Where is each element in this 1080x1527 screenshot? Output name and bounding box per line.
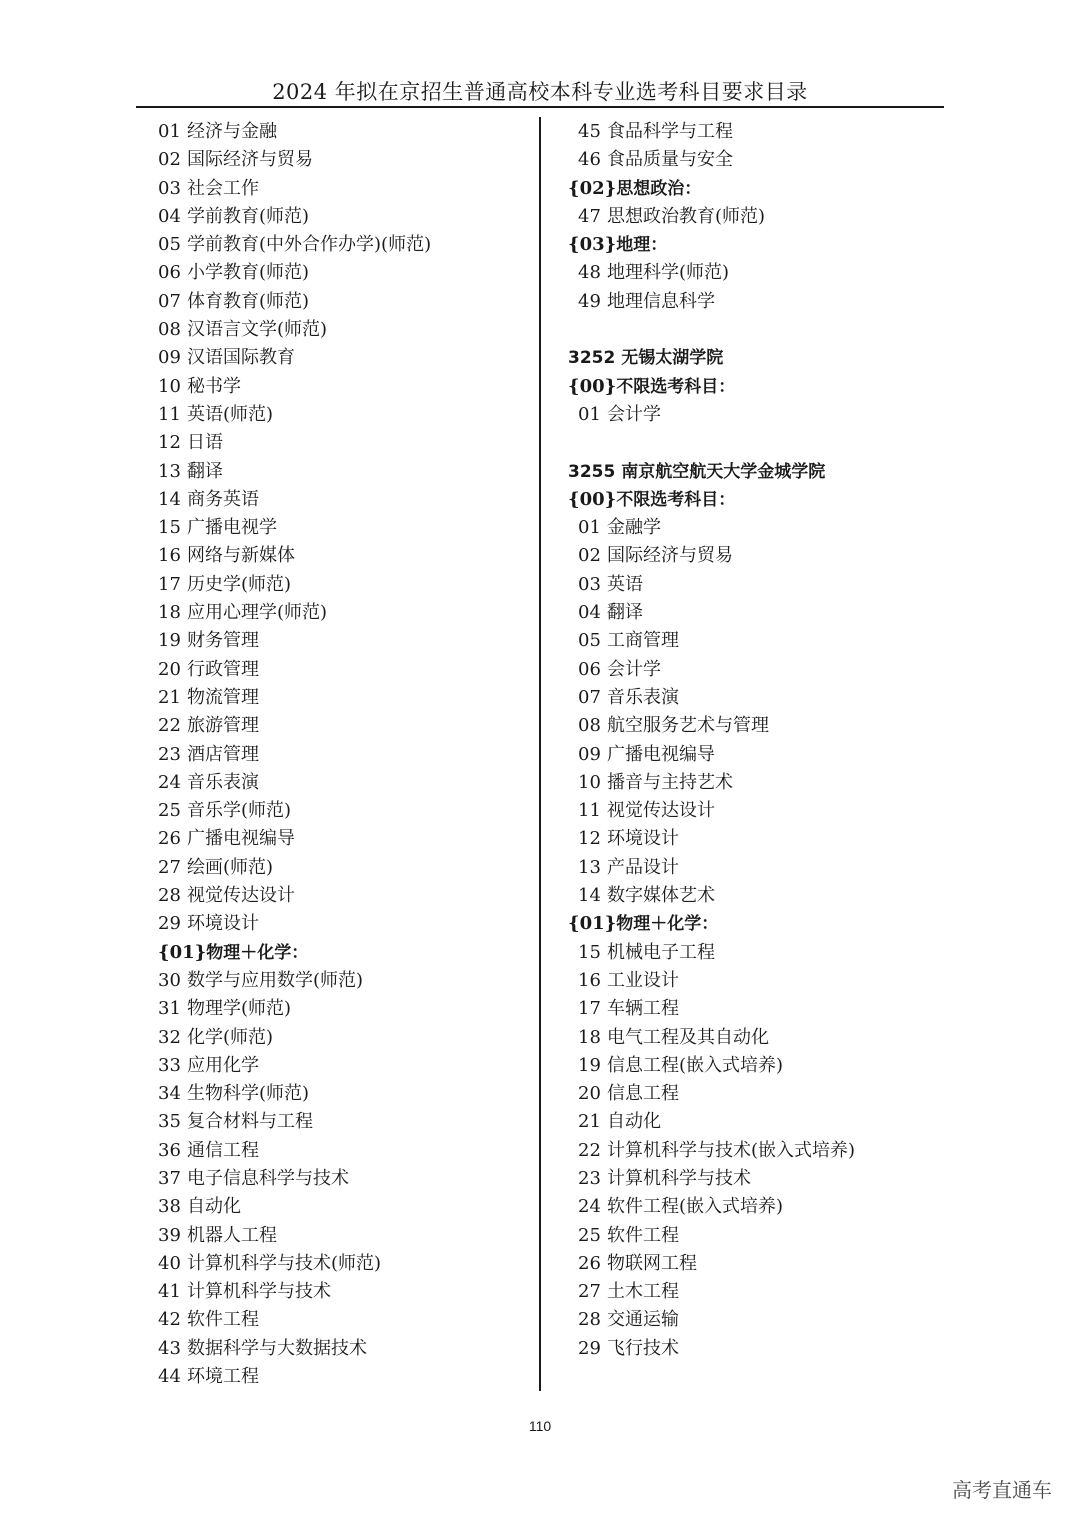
major-code: 27 — [578, 1281, 601, 1303]
major-list-item — [158, 571, 528, 599]
major-list-item — [158, 1306, 528, 1334]
major-list-item — [568, 401, 938, 429]
watermark: 高考直通车 — [952, 1478, 1052, 1502]
major-list-item — [568, 118, 938, 146]
major-name: 思想政治教育(师范) — [607, 205, 766, 227]
major-code: 03 — [578, 573, 601, 595]
major-code: 18 — [578, 1026, 601, 1048]
major-code: 02 — [578, 545, 601, 567]
major-name: 地理信息科学 — [607, 290, 715, 312]
school-name: 南京航空航天大学金城学院 — [621, 461, 826, 482]
major-name: 地理科学(师范) — [607, 262, 730, 284]
major-code: 21 — [158, 686, 181, 708]
major-list-item — [158, 741, 528, 769]
major-name: 数字媒体艺术 — [607, 885, 715, 907]
major-code: 28 — [158, 885, 181, 907]
major-code: 26 — [578, 1252, 601, 1274]
group-label: 地理： — [616, 235, 668, 256]
major-list-item — [158, 1250, 528, 1278]
major-list-item — [568, 1024, 938, 1052]
major-list-item — [158, 429, 528, 457]
major-list-item — [158, 542, 528, 570]
major-list-item — [158, 373, 528, 401]
major-name: 酒店管理 — [187, 743, 259, 765]
major-name: 商务英语 — [187, 488, 259, 510]
page-number: 110 — [528, 1418, 552, 1434]
major-name: 计算机科学与技术 — [187, 1281, 331, 1303]
major-list-item — [568, 1335, 938, 1363]
major-name: 食品质量与安全 — [607, 149, 733, 171]
major-code: 25 — [578, 1224, 601, 1246]
major-list-item — [568, 1052, 938, 1080]
major-list-item — [568, 995, 938, 1023]
major-name: 经济与金融 — [187, 121, 277, 142]
major-code: 06 — [578, 658, 601, 680]
major-list-item — [568, 882, 938, 910]
major-list-item — [568, 1222, 938, 1250]
major-code: 07 — [578, 686, 601, 708]
major-list-item — [568, 203, 938, 231]
major-name: 会计学 — [607, 403, 661, 425]
major-code: 09 — [158, 347, 181, 369]
major-name: 环境设计 — [607, 828, 679, 850]
major-list-item — [158, 458, 528, 486]
major-list-item — [158, 1193, 528, 1221]
major-code: 03 — [158, 177, 181, 199]
major-name: 应用心理学(师范) — [187, 602, 328, 624]
major-code: 48 — [578, 262, 601, 284]
major-name: 日语 — [187, 432, 223, 454]
major-list-item — [158, 967, 528, 995]
major-code: 07 — [158, 290, 181, 312]
major-code: 13 — [158, 460, 181, 482]
major-list-item — [158, 684, 528, 712]
major-name: 信息工程 — [607, 1083, 679, 1105]
major-list-item — [568, 1193, 938, 1221]
major-name: 音乐表演 — [607, 686, 679, 708]
major-code: 10 — [158, 375, 181, 397]
major-code: 15 — [158, 517, 181, 539]
major-name: 信息工程(嵌入式培养) — [607, 1054, 784, 1076]
major-code: 47 — [578, 205, 601, 227]
major-list-item — [158, 1024, 528, 1052]
major-code: 23 — [158, 743, 181, 765]
major-code: 05 — [578, 630, 601, 652]
major-code: 12 — [578, 828, 601, 850]
major-list-item — [158, 1080, 528, 1108]
major-name: 电子信息科学与技术 — [187, 1167, 349, 1189]
major-code: 23 — [578, 1167, 601, 1189]
major-name: 自动化 — [187, 1196, 241, 1218]
major-code: 19 — [578, 1054, 601, 1076]
major-list-item — [568, 967, 938, 995]
major-code: 33 — [158, 1054, 181, 1076]
major-list-item — [158, 259, 528, 287]
major-code: 24 — [158, 771, 181, 793]
major-name: 计算机科学与技术 — [607, 1167, 751, 1189]
major-code: 04 — [578, 602, 601, 624]
major-name: 物流管理 — [187, 686, 259, 708]
major-list-item — [158, 316, 528, 344]
major-name: 计算机科学与技术(师范) — [187, 1252, 382, 1274]
major-name: 翻译 — [607, 602, 643, 624]
major-name: 英语(师范) — [187, 403, 274, 425]
major-list-item — [158, 344, 528, 372]
major-list-item — [568, 571, 938, 599]
major-name: 环境设计 — [187, 913, 259, 935]
major-list-item — [158, 769, 528, 797]
major-code: 37 — [158, 1167, 181, 1189]
major-list-item — [158, 882, 528, 910]
major-list-item — [158, 910, 528, 938]
major-code: 22 — [158, 715, 181, 737]
major-code: 13 — [578, 856, 601, 878]
major-list-item — [568, 854, 938, 882]
major-list-item — [568, 1080, 938, 1108]
major-list-item — [158, 825, 528, 853]
major-name: 软件工程(嵌入式培养) — [607, 1196, 784, 1218]
major-code: 09 — [578, 743, 601, 765]
major-list-item — [568, 259, 938, 287]
school-heading — [568, 458, 938, 486]
major-list-item — [568, 627, 938, 655]
major-name: 物理学(师范) — [187, 998, 292, 1020]
major-code: 38 — [158, 1196, 181, 1218]
major-code: 16 — [578, 969, 601, 991]
major-code: 11 — [158, 403, 181, 425]
group-label: 物理＋化学： — [616, 914, 719, 935]
major-code: 05 — [158, 234, 181, 256]
major-code: 42 — [158, 1309, 181, 1331]
group-code: {03} — [568, 234, 617, 256]
major-code: 01 — [578, 517, 601, 539]
spacer-row — [568, 316, 938, 344]
major-name: 音乐表演 — [187, 771, 259, 793]
school-heading — [568, 344, 938, 372]
major-code: 14 — [158, 488, 181, 510]
major-code: 35 — [158, 1111, 181, 1133]
major-list-item — [158, 1278, 528, 1306]
major-name: 学前教育(师范) — [187, 205, 310, 227]
major-name: 体育教育(师范) — [187, 290, 310, 312]
major-code: 45 — [578, 121, 601, 142]
major-name: 飞行技术 — [607, 1337, 679, 1359]
major-name: 计算机科学与技术(嵌入式培养) — [607, 1139, 856, 1161]
major-list-item — [568, 939, 938, 967]
school-name: 无锡太湖学院 — [621, 348, 724, 369]
major-code: 22 — [578, 1139, 601, 1161]
major-name: 航空服务艺术与管理 — [607, 715, 769, 737]
major-name: 历史学(师范) — [187, 573, 292, 595]
major-list-item — [158, 486, 528, 514]
major-name: 机器人工程 — [187, 1224, 277, 1246]
major-list-item — [158, 1222, 528, 1250]
major-code: 40 — [158, 1252, 181, 1274]
major-name: 电气工程及其自动化 — [607, 1026, 769, 1048]
major-name: 视觉传达设计 — [187, 885, 295, 907]
major-name: 会计学 — [607, 658, 661, 680]
major-code: 01 — [158, 121, 181, 142]
major-name: 化学(师范) — [187, 1026, 274, 1048]
major-name: 广播电视编导 — [187, 828, 295, 850]
major-code: 29 — [578, 1337, 601, 1359]
major-code: 10 — [578, 771, 601, 793]
major-name: 旅游管理 — [187, 715, 259, 737]
major-code: 18 — [158, 602, 181, 624]
major-list-item — [568, 599, 938, 627]
major-code: 24 — [578, 1196, 601, 1218]
right-column — [568, 118, 938, 1363]
major-name: 行政管理 — [187, 658, 259, 680]
major-list-item — [568, 146, 938, 174]
major-code: 34 — [158, 1083, 181, 1105]
major-list-item — [568, 825, 938, 853]
major-list-item — [158, 995, 528, 1023]
major-name: 交通运输 — [607, 1309, 679, 1331]
major-name: 翻译 — [187, 460, 223, 482]
major-code: 12 — [158, 432, 181, 454]
major-code: 36 — [158, 1139, 181, 1161]
major-code: 27 — [158, 856, 181, 878]
major-list-item — [158, 1137, 528, 1165]
major-code: 11 — [578, 800, 601, 822]
major-list-item — [568, 1250, 938, 1278]
major-name: 工商管理 — [607, 630, 679, 652]
major-name: 广播电视编导 — [607, 743, 715, 765]
subject-requirement-group — [568, 373, 938, 401]
major-code: 20 — [158, 658, 181, 680]
major-list-item — [158, 1108, 528, 1136]
major-list-item — [568, 1137, 938, 1165]
major-list-item — [568, 769, 938, 797]
spacer-row — [568, 429, 938, 457]
major-name: 财务管理 — [187, 630, 259, 652]
major-name: 播音与主持艺术 — [607, 771, 733, 793]
major-code: 41 — [158, 1281, 181, 1303]
major-code: 17 — [158, 573, 181, 595]
major-code: 19 — [158, 630, 181, 652]
major-code: 49 — [578, 290, 601, 312]
page-title: 2024 年拟在京招生普通高校本科专业选考科目要求目录 — [272, 80, 808, 104]
school-code: 3255 — [568, 461, 616, 482]
major-name: 音乐学(师范) — [187, 800, 292, 822]
column-divider — [539, 117, 541, 1391]
major-name: 生物科学(师范) — [187, 1083, 310, 1105]
major-name: 软件工程 — [187, 1309, 259, 1331]
major-list-item — [158, 854, 528, 882]
major-code: 39 — [158, 1224, 181, 1246]
major-list-item — [568, 656, 938, 684]
major-code: 26 — [158, 828, 181, 850]
major-name: 环境工程 — [187, 1366, 259, 1388]
school-code: 3252 — [568, 348, 616, 369]
major-name: 英语 — [607, 573, 643, 595]
subject-requirement-group — [568, 910, 938, 938]
major-name: 复合材料与工程 — [187, 1111, 313, 1133]
major-name: 通信工程 — [187, 1139, 259, 1161]
subject-requirement-group — [568, 175, 938, 203]
major-name: 广播电视学 — [187, 517, 277, 539]
major-list-item — [158, 401, 528, 429]
major-list-item — [158, 146, 528, 174]
major-list-item — [158, 712, 528, 740]
major-name: 机械电子工程 — [607, 941, 715, 963]
major-list-item — [158, 1335, 528, 1363]
major-code: 25 — [158, 800, 181, 822]
major-name: 国际经济与贸易 — [607, 545, 733, 567]
major-list-item — [158, 288, 528, 316]
major-list-item — [158, 627, 528, 655]
major-name: 汉语国际教育 — [187, 347, 295, 369]
major-name: 学前教育(中外合作办学)(师范) — [187, 234, 432, 256]
major-code: 08 — [158, 319, 181, 341]
title-rule — [136, 106, 944, 108]
major-name: 网络与新媒体 — [187, 545, 295, 567]
major-list-item — [568, 288, 938, 316]
major-list-item — [568, 1306, 938, 1334]
major-name: 产品设计 — [607, 856, 679, 878]
major-code: 06 — [158, 262, 181, 284]
major-list-item — [568, 1278, 938, 1306]
major-code: 46 — [578, 149, 601, 171]
major-list-item — [568, 712, 938, 740]
subject-requirement-group — [158, 939, 528, 967]
major-code: 08 — [578, 715, 601, 737]
major-list-item — [158, 1052, 528, 1080]
major-list-item — [568, 514, 938, 542]
group-label: 物理＋化学： — [206, 942, 309, 963]
major-name: 小学教育(师范) — [187, 262, 310, 284]
major-code: 16 — [158, 545, 181, 567]
major-name: 数学与应用数学(师范) — [187, 969, 364, 991]
group-label: 不限选考科目： — [616, 489, 736, 510]
major-list-item — [158, 1165, 528, 1193]
major-name: 物联网工程 — [607, 1252, 697, 1274]
group-code: {01} — [158, 941, 207, 963]
major-name: 汉语言文学(师范) — [187, 319, 328, 341]
major-list-item — [568, 684, 938, 712]
major-name: 自动化 — [607, 1111, 661, 1133]
major-list-item — [158, 231, 528, 259]
major-name: 土木工程 — [607, 1281, 679, 1303]
major-list-item — [158, 514, 528, 542]
major-list-item — [158, 599, 528, 627]
major-code: 04 — [158, 205, 181, 227]
major-code: 32 — [158, 1026, 181, 1048]
subject-requirement-group — [568, 486, 938, 514]
major-list-item — [568, 741, 938, 769]
major-name: 国际经济与贸易 — [187, 149, 313, 171]
group-label: 思想政治： — [616, 178, 702, 199]
major-code: 20 — [578, 1083, 601, 1105]
major-name: 视觉传达设计 — [607, 800, 715, 822]
major-list-item — [158, 797, 528, 825]
major-code: 21 — [578, 1111, 601, 1133]
major-code: 14 — [578, 885, 601, 907]
major-code: 31 — [158, 998, 181, 1020]
major-code: 02 — [158, 149, 181, 171]
left-column — [158, 118, 528, 1391]
group-code: {00} — [568, 375, 617, 397]
major-code: 15 — [578, 941, 601, 963]
major-name: 秘书学 — [187, 375, 241, 397]
major-list-item — [568, 797, 938, 825]
major-name: 金融学 — [607, 517, 661, 539]
major-name: 应用化学 — [187, 1054, 259, 1076]
major-code: 30 — [158, 969, 181, 991]
major-name: 车辆工程 — [607, 998, 679, 1020]
group-code: {02} — [568, 177, 617, 199]
major-name: 食品科学与工程 — [607, 121, 733, 142]
major-code: 29 — [158, 913, 181, 935]
group-code: {00} — [568, 488, 617, 510]
major-list-item — [568, 542, 938, 570]
subject-requirement-group — [568, 231, 938, 259]
major-name: 数据科学与大数据技术 — [187, 1337, 367, 1359]
major-name: 社会工作 — [187, 177, 259, 199]
major-list-item — [568, 1108, 938, 1136]
major-name: 工业设计 — [607, 969, 679, 991]
major-name: 绘画(师范) — [187, 856, 274, 878]
group-code: {01} — [568, 913, 617, 935]
major-code: 28 — [578, 1309, 601, 1331]
major-list-item — [158, 175, 528, 203]
major-code: 43 — [158, 1337, 181, 1359]
major-code: 44 — [158, 1366, 181, 1388]
major-list-item — [158, 656, 528, 684]
major-list-item — [568, 1165, 938, 1193]
major-list-item — [158, 118, 528, 146]
group-label: 不限选考科目： — [616, 376, 736, 397]
major-code: 01 — [578, 403, 601, 425]
major-code: 17 — [578, 998, 601, 1020]
major-list-item — [158, 1363, 528, 1391]
major-name: 软件工程 — [607, 1224, 679, 1246]
major-list-item — [158, 203, 528, 231]
